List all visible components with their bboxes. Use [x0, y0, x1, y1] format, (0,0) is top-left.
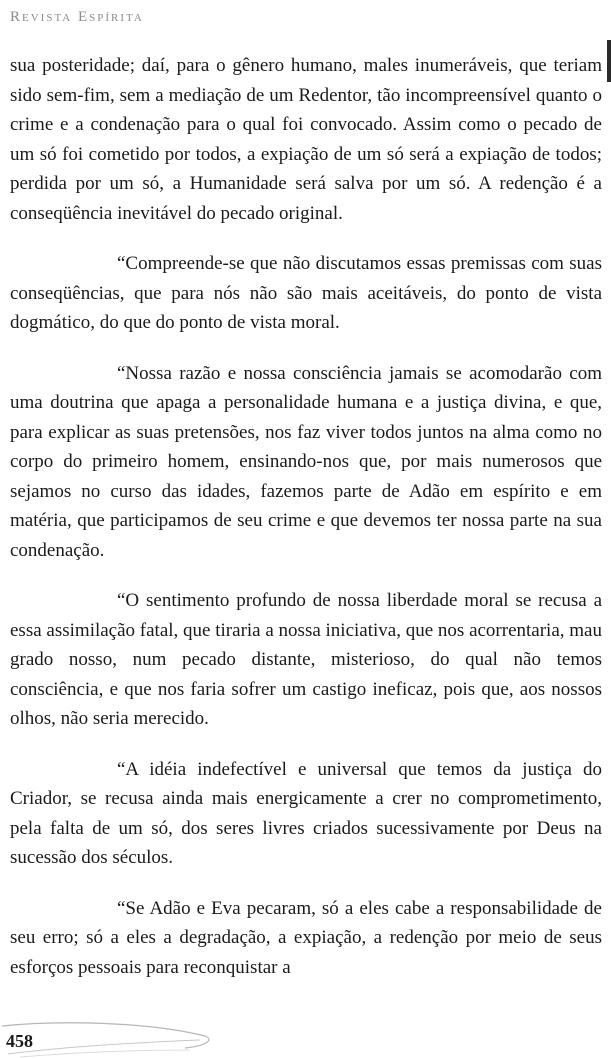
paragraph: sua posteridade; daí, para o gênero humano, males inumeráveis, que teriam sido sem-fim, sem a mediação de um Redentor, tão incompreensível quanto o crime e a condenação para o qual foi convocado. Assim como o pecado de um só foi cometido por todos, a expiação de um só será a expiação de todos; perdida por um só, a Humanidade será salva por um só. A redenção é a conseqüência inevitável do pecado original.	[10, 55, 602, 224]
running-header: Revista Espírita	[10, 9, 144, 25]
paragraph: “Compreende-se que não discutamos essas premissas com suas conseqüências, que para nós não são mais aceitáveis, do ponto de vista dogmático, do que do ponto de vista moral.	[10, 253, 602, 333]
paragraph: “A idéia indefectível e universal que temos da justiça do Criador, se recusa ainda mais energicamente a crer no comprometimento, pela falta de um só, dos seres livres criados sucessivamente por Deus na sucessão dos séculos.	[10, 758, 602, 868]
footer-swoosh-ornament	[0, 1016, 240, 1058]
paragraph: “Se Adão e Eva pecaram, só a eles cabe a responsabilidade de seu erro; só a eles a degradação, a expiação, a redenção por meio de seus esforços pessoais para reconquistar a	[10, 897, 602, 978]
paragraph: “O sentimento profundo de nossa liberdade moral se recusa a essa assimilação fatal, que tiraria a nossa iniciativa, que nos acorrentaria, mau grado nosso, num pecado distante, misterioso, do qual não temos consciência, e que nos faria sofrer um castigo ineficaz, pois que, aos nossos olhos, não seria merecido.	[10, 590, 602, 729]
paragraph: “Nossa razão e nossa consciência jamais se acomodarão com uma doutrina que apaga a personalidade humana e a justiça divina, e que, para explicar as suas pretensões, nos faz viver todos juntos na alma como no corpo do primeiro homem, ensinando-nos que, por mais numerosos que sejamos no curso das idades, fazemos parte de Adão em espírito e em matéria, que participamos de seu crime e que devemos ter nossa parte na sua condenação.	[10, 362, 602, 561]
edge-tab-marker	[607, 40, 611, 82]
page-number: 458	[6, 1031, 33, 1051]
body-text	[10, 51, 602, 982]
